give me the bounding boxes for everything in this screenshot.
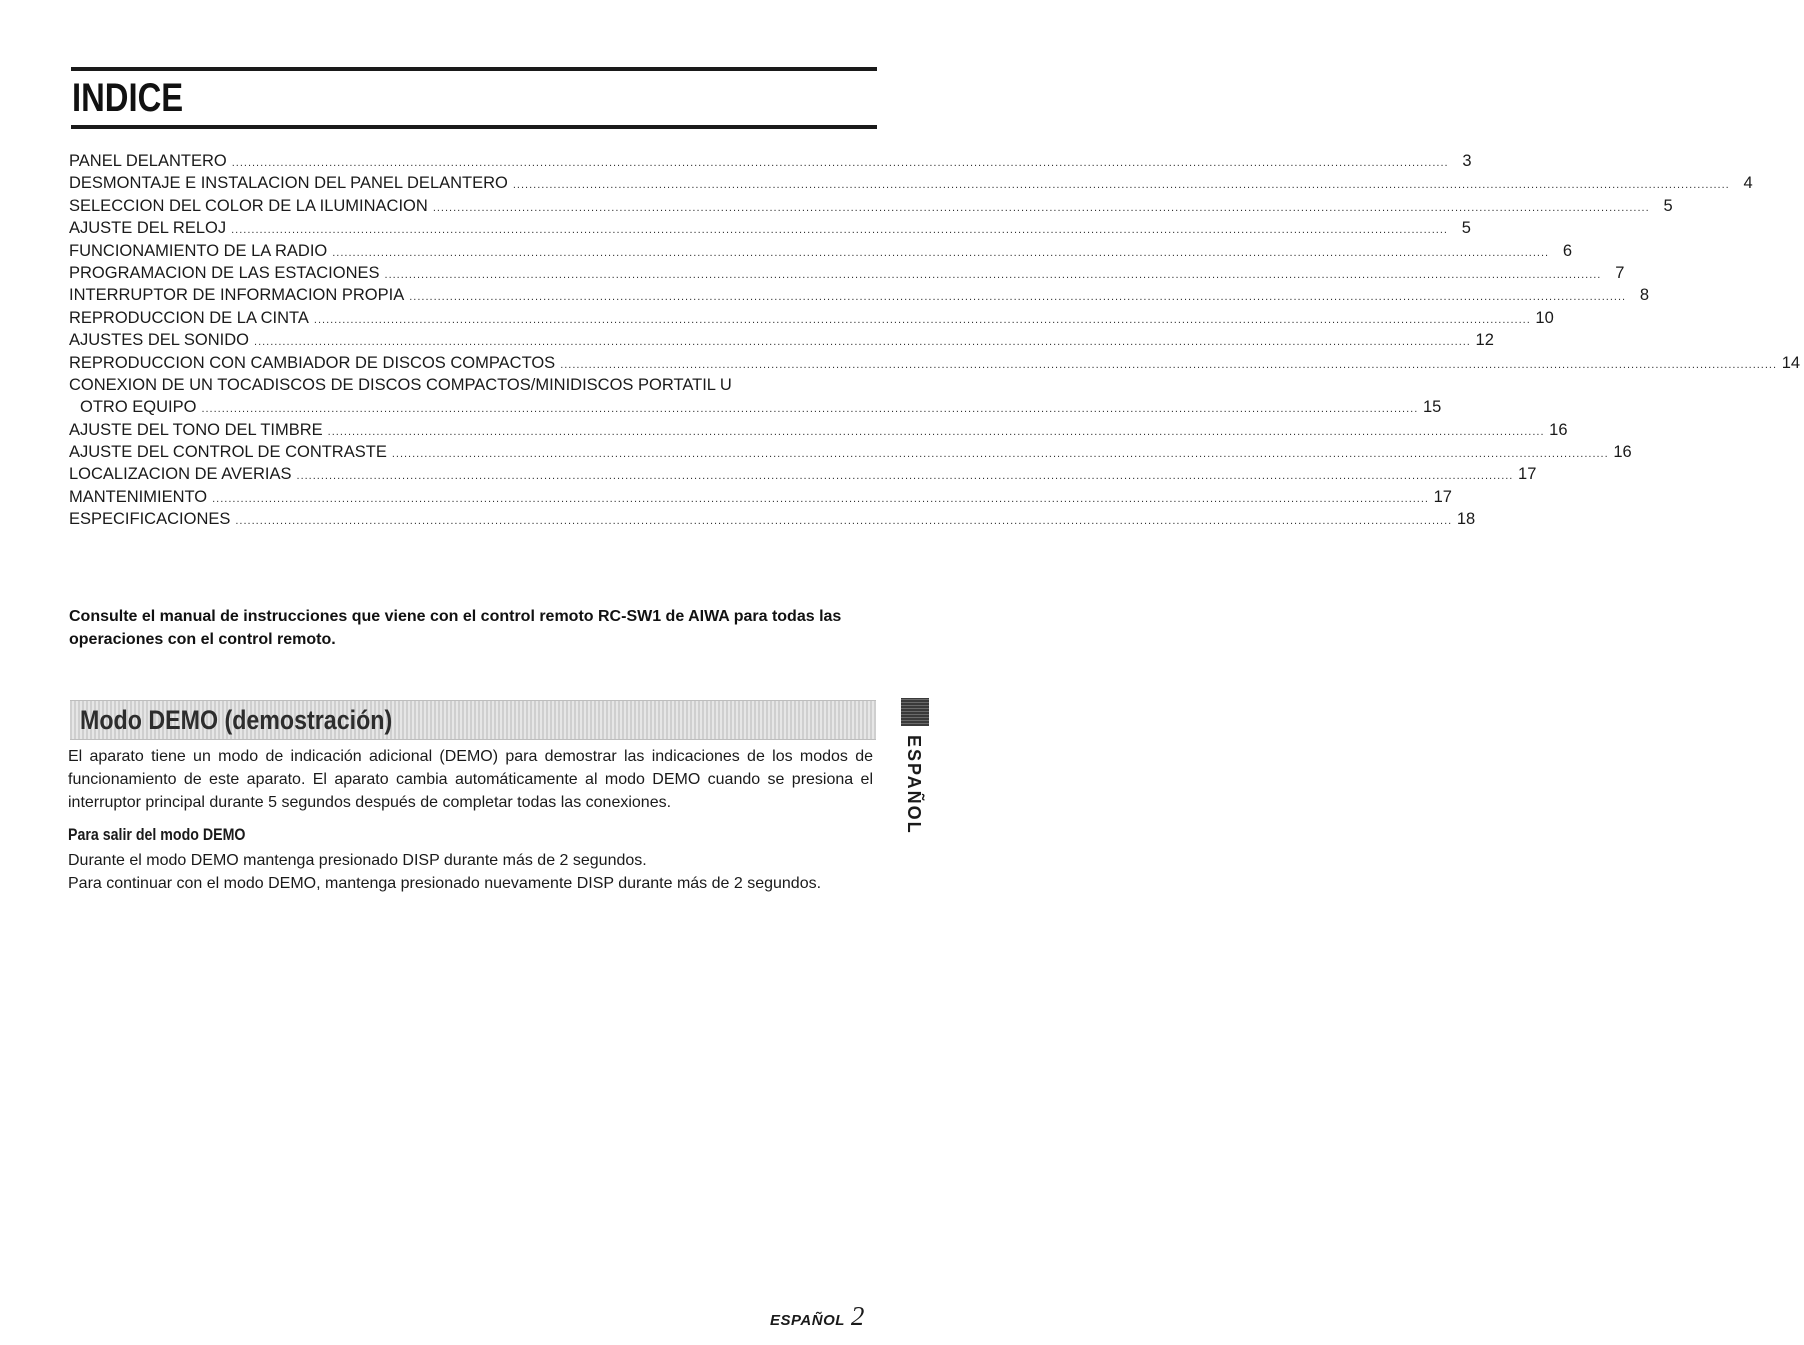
toc-entry[interactable] [69, 508, 1476, 530]
toc-dot-leader: ............................................................................................................................................................................................................................................................................................................ [560, 358, 1778, 371]
toc-entry[interactable] [69, 329, 1494, 351]
toc-entry[interactable] [69, 352, 1801, 374]
exit-demo-subheading: Para salir del modo DEMO [68, 826, 246, 844]
toc-entry[interactable] [69, 419, 1568, 441]
toc-entry-page: 3 [1462, 152, 1472, 170]
toc-entry-title: PROGRAMACION DE LAS ESTACIONES [69, 263, 380, 282]
toc-entry[interactable] [69, 284, 1650, 306]
toc-entry-title: ESPECIFICACIONES [69, 510, 231, 529]
toc-entry[interactable] [69, 396, 1442, 418]
toc-entry-title: INTERRUPTOR DE INFORMACION PROPIA [69, 286, 405, 305]
toc-entry[interactable] [69, 463, 1537, 485]
page-title: INDICE [72, 76, 184, 120]
remote-control-notice: Consulte el manual de instrucciones que viene con el control remoto RC-SW1 de AIWA para todas las operaciones con el control remoto. [69, 608, 842, 648]
toc-dot-leader: ............................................................................................................................................................................................................................................................................................................ [212, 492, 1429, 505]
toc-entry-title: REPRODUCCION DE LA CINTA [69, 308, 309, 327]
toc-dot-leader: ............................................................................................................................................................................................................................................................................................................ [254, 336, 1471, 349]
title-underline-rule [71, 125, 877, 129]
toc-entry-page: 16 [1613, 443, 1632, 462]
toc-dot-leader: ............................................................................................................................................................................................................................................................................................................ [231, 157, 1449, 169]
toc-dot-leader: ............................................................................................................................................................................................................................................................................................................ [409, 291, 1627, 304]
toc-entry-title: CONEXION DE UN TOCADISCOS DE DISCOS COMPACTOS/MINIDISCOS PORTATIL U [69, 375, 732, 394]
page-footer [770, 1301, 864, 1332]
footer-language-label: ESPAÑOL [770, 1312, 845, 1329]
toc-entry-page: 17 [1433, 487, 1452, 506]
continue-demo-line: Para continuar con el modo DEMO, mantenga presionado nuevamente DISP durante más de 2 segundos. [68, 875, 822, 892]
toc-entry-title: AJUSTE DEL CONTROL DE CONTRASTE [69, 443, 387, 462]
toc-entry[interactable] [69, 441, 1632, 463]
demo-section-banner [70, 700, 876, 740]
toc-entry-page: 10 [1535, 308, 1554, 327]
toc-entry[interactable] [69, 486, 1452, 508]
toc-entry-page: 15 [1422, 398, 1442, 417]
toc-dot-leader: ............................................................................................................................................................................................................................................................................................................ [332, 246, 1550, 259]
toc-entry-title: MANTENIMIENTO [69, 487, 208, 506]
top-rule [71, 67, 877, 71]
toc-entry-title: AJUSTE DEL RELOJ [69, 219, 227, 238]
toc-entry-page: 5 [1663, 196, 1673, 215]
exit-demo-instructions [68, 849, 873, 895]
toc-dot-leader: ............................................................................................................................................................................................................................................................................................................ [313, 313, 1531, 326]
page-number: 2 [850, 1301, 865, 1331]
toc-entry-page: 14 [1781, 353, 1801, 372]
toc-entry-title: LOCALIZACION DE AVERIAS [69, 465, 292, 484]
toc-entry-title: AJUSTE DEL TONO DEL TIMBRE [69, 420, 323, 439]
demo-description: El aparato tiene un modo de indicación adicional (DEMO) para demostrar las indicaciones de los modos de funcionamiento de este aparato. El aparato cambia automáticamente al modo DEMO cuando se presiona el interruptor principal durante 5 segundos después de completar todas las conexiones. [68, 748, 873, 811]
toc-entry-page: 5 [1461, 219, 1471, 238]
toc-dot-leader: ............................................................................................................................................................................................................................................................................................................ [201, 403, 1419, 416]
toc-entry-title: FUNCIONAMIENTO DE LA RADIO [69, 241, 328, 260]
toc-dot-leader: ............................................................................................................................................................................................................................................................................................................ [296, 470, 1514, 483]
exit-demo-line: Durante el modo DEMO mantenga presionado DISP durante más de 2 segundos. [68, 852, 647, 869]
toc-entry[interactable] [69, 307, 1554, 329]
toc-entry-title: PANEL DELANTERO [69, 152, 227, 170]
toc-entry-page: 4 [1743, 174, 1753, 193]
toc-entry-page: 17 [1518, 465, 1537, 484]
toc-entry-page: 16 [1549, 420, 1568, 439]
table-of-contents [69, 150, 1801, 531]
toc-entry[interactable] [69, 195, 1673, 217]
toc-entry-title: OTRO EQUIPO [80, 398, 197, 417]
toc-entry[interactable] [69, 240, 1573, 262]
toc-entry-page: 8 [1639, 286, 1650, 305]
toc-entry-title: SELECCION DEL COLOR DE LA ILUMINACION [69, 196, 428, 215]
toc-entry-continued[interactable] [69, 374, 874, 396]
toc-entry-page: 12 [1475, 331, 1494, 350]
toc-entry[interactable] [69, 150, 1472, 172]
toc-dot-leader: ............................................................................................................................................................................................................................................................................................................ [384, 268, 1602, 281]
language-side-label: ESPAÑOL [904, 735, 924, 835]
toc-entry[interactable] [69, 172, 1753, 194]
toc-entry-page: 6 [1562, 241, 1573, 260]
toc-dot-leader: ............................................................................................................................................................................................................................................................................................................ [231, 224, 1448, 237]
toc-dot-leader: ............................................................................................................................................................................................................................................................................................................ [432, 201, 1650, 214]
toc-dot-leader: ............................................................................................................................................................................................................................................................................................................ [512, 179, 1730, 192]
toc-entry-title: REPRODUCCION CON CAMBIADOR DE DISCOS COMPACTOS [69, 353, 556, 372]
toc-dot-leader: ............................................................................................................................................................................................................................................................................................................ [327, 425, 1545, 438]
toc-entry[interactable] [69, 217, 1471, 239]
toc-dot-leader: ............................................................................................................................................................................................................................................................................................................ [235, 515, 1453, 528]
toc-entry-page: 18 [1456, 510, 1476, 529]
language-tab-marker [901, 698, 929, 726]
toc-entry-title: AJUSTES DEL SONIDO [69, 331, 250, 350]
toc-entry-title: DESMONTAJE E INSTALACION DEL PANEL DELANTERO [69, 174, 508, 193]
toc-entry-page: 7 [1615, 263, 1625, 282]
toc-entry[interactable] [69, 262, 1625, 284]
toc-dot-leader: ............................................................................................................................................................................................................................................................................................................ [391, 448, 1609, 461]
demo-section-title: Modo DEMO (demostración) [80, 705, 393, 735]
